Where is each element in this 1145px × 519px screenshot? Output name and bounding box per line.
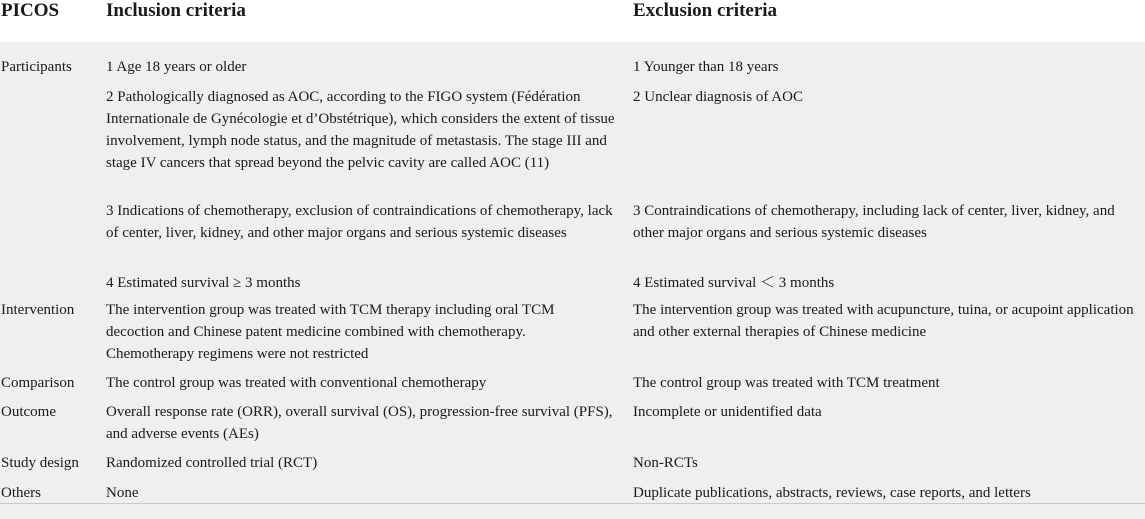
inclusion-intervention: The intervention group was treated with TCM therapy including oral TCM decoction and Chinese patent medicine combined with chemotherapy. Chemotherapy regimens were not restricted (106, 302, 555, 362)
header-exclusion-criteria: Exclusion criteria (633, 0, 778, 21)
inclusion-participants-1: 1 Age 18 years or older (106, 59, 247, 75)
inclusion-participants-3: 3 Indications of chemotherapy, exclusion of contraindications of chemotherapy, lack of center, liver, kidney, and other major organs and serious systemic diseases (106, 203, 613, 241)
inclusion-study-design: Randomized controlled trial (RCT) (106, 455, 318, 471)
row-label-study-design: Study design (1, 455, 79, 471)
header-picos: PICOS (1, 0, 60, 21)
inclusion-participants-4: 4 Estimated survival ≥ 3 months (106, 275, 301, 291)
exclusion-participants-4: 4 Estimated survival ＜ 3 months (633, 275, 835, 291)
table-body (0, 42, 1145, 519)
exclusion-study-design: Non-RCTs (633, 455, 698, 471)
exclusion-comparison: The control group was treated with TCM treatment (633, 375, 940, 391)
table-bottom-rule (0, 503, 1145, 504)
exclusion-participants-1: 1 Younger than 18 years (633, 59, 779, 75)
table-header (0, 0, 1145, 43)
row-label-comparison: Comparison (1, 375, 75, 391)
row-label-participants: Participants (1, 59, 72, 75)
exclusion-participants-2: 2 Unclear diagnosis of AOC (633, 89, 803, 105)
exclusion-participants-3: 3 Contraindications of chemotherapy, including lack of center, liver, kidney, and other major organs and serious systemic diseases (633, 203, 1115, 241)
row-label-outcome: Outcome (1, 404, 56, 420)
inclusion-outcome: Overall response rate (ORR), overall survival (OS), progression-free survival (PFS), and adverse events (AEs) (106, 404, 613, 442)
exclusion-outcome: Incomplete or unidentified data (633, 404, 822, 420)
inclusion-others: None (106, 485, 139, 501)
inclusion-comparison: The control group was treated with conventional chemotherapy (106, 375, 487, 391)
row-label-intervention: Intervention (1, 302, 75, 318)
exclusion-others: Duplicate publications, abstracts, reviews, case reports, and letters (633, 485, 1031, 501)
row-label-others: Others (1, 485, 41, 501)
inclusion-participants-2: 2 Pathologically diagnosed as AOC, according to the FIGO system (Fédération Internationale de Gynécologie et d’Obstétrique), which considers the extent of tissue involvement, lymph node status, and the magnitude of metastasis. The stage III and stage IV cancers that spread beyond the pelvic cavity are called AOC (11) (106, 89, 615, 171)
exclusion-intervention: The intervention group was treated with acupuncture, tuina, or acupoint application and other external therapies of Chinese medicine (633, 302, 1134, 340)
header-inclusion-criteria: Inclusion criteria (106, 0, 246, 21)
